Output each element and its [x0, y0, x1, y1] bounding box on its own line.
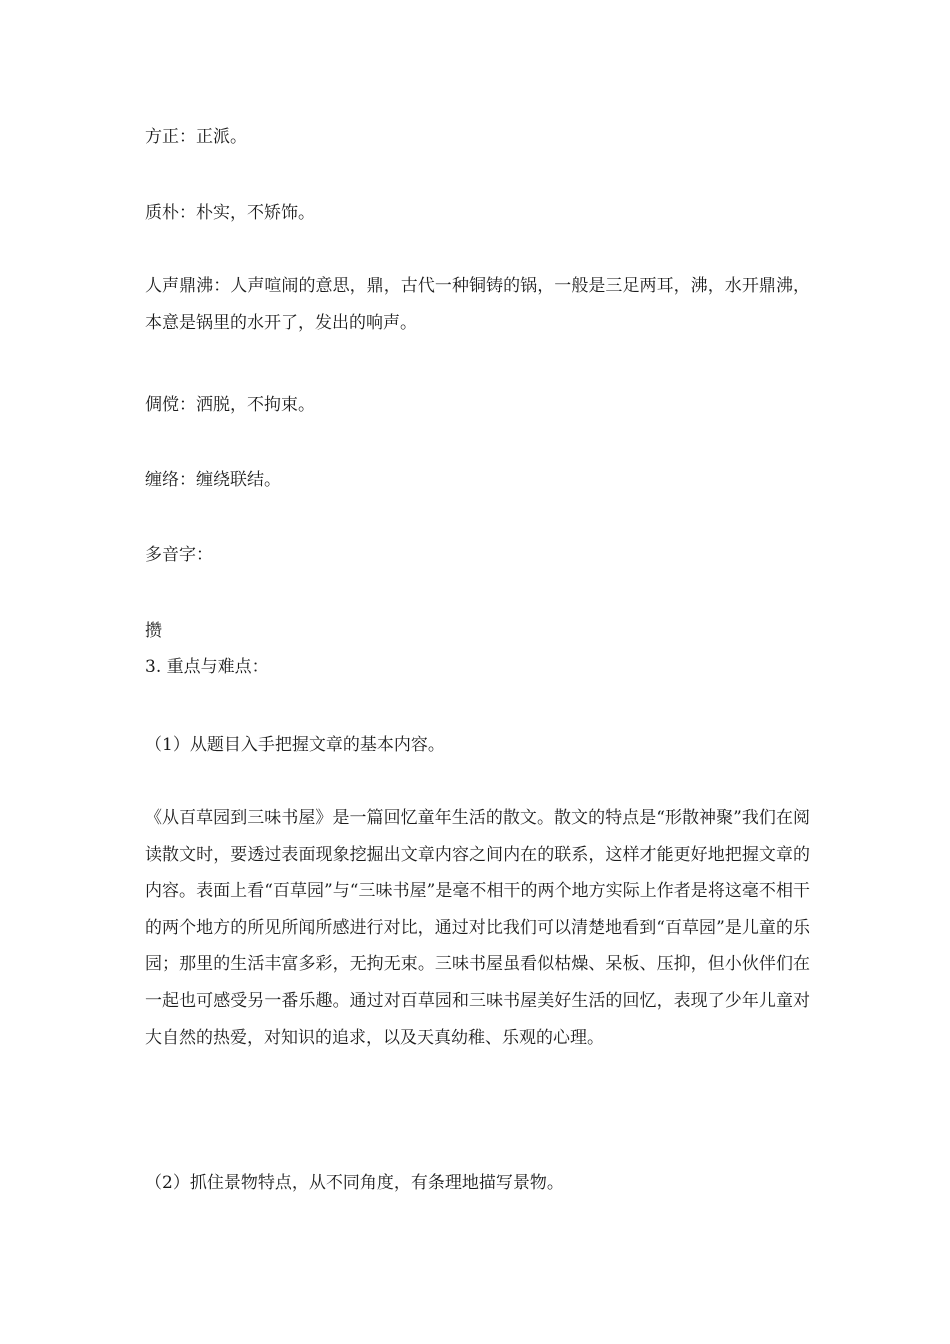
point-2-heading: （2）抓住景物特点，从不同角度，有条理地描写景物。 — [145, 1173, 564, 1193]
definition-chanluo: 缠络：缠绕联结。 — [145, 470, 281, 490]
section-heading: 3. 重点与难点： — [145, 657, 269, 677]
definition-fangzheng: 方正：正派。 — [145, 127, 247, 147]
definition-zhipu: 质朴：朴实，不矫饰。 — [145, 203, 315, 223]
point-1-body: 《从百草园到三味书屋》是一篇回忆童年生活的散文。散文的特点是“形散神聚”我们在阅读散文时，要透过表面现象挖掘出文章内容之间内在的联系，这样才能更好地把握文章的内容。表面上看“百草园”与“三味书屋”是毫不相干的两个地方实际上作者是将这毫不相干的两个地方的所见所闻所感进行对比，通过对比我们可以清楚地看到“百草园”是儿童的乐园；那里的生活丰富多彩，无拘无束。三味书屋虽看似枯燥、呆板、压抑，但小伙伴们在一起也可感受另一番乐趣。通过对百草园和三味书屋美好生活的回忆，表现了少年儿童对大自然的热爱，对知识的追求，以及天真幼稚、乐观的心理。 — [145, 808, 810, 1048]
definition-renshengdingfei: 人声鼎沸：人声喧闹的意思，鼎，古代一种铜铸的锅，一般是三足两耳，沸，水开鼎沸，本意是锅里的水开了，发出的响声。 — [145, 276, 810, 333]
definition-titang: 倜傥：洒脱，不拘束。 — [145, 395, 315, 415]
polyphone-heading: 多音字： — [145, 545, 213, 565]
document-page — [145, 0, 810, 1344]
point-1-heading: （1）从题目入手把握文章的基本内容。 — [145, 735, 445, 755]
polyphone-char: 攒 — [145, 621, 162, 641]
